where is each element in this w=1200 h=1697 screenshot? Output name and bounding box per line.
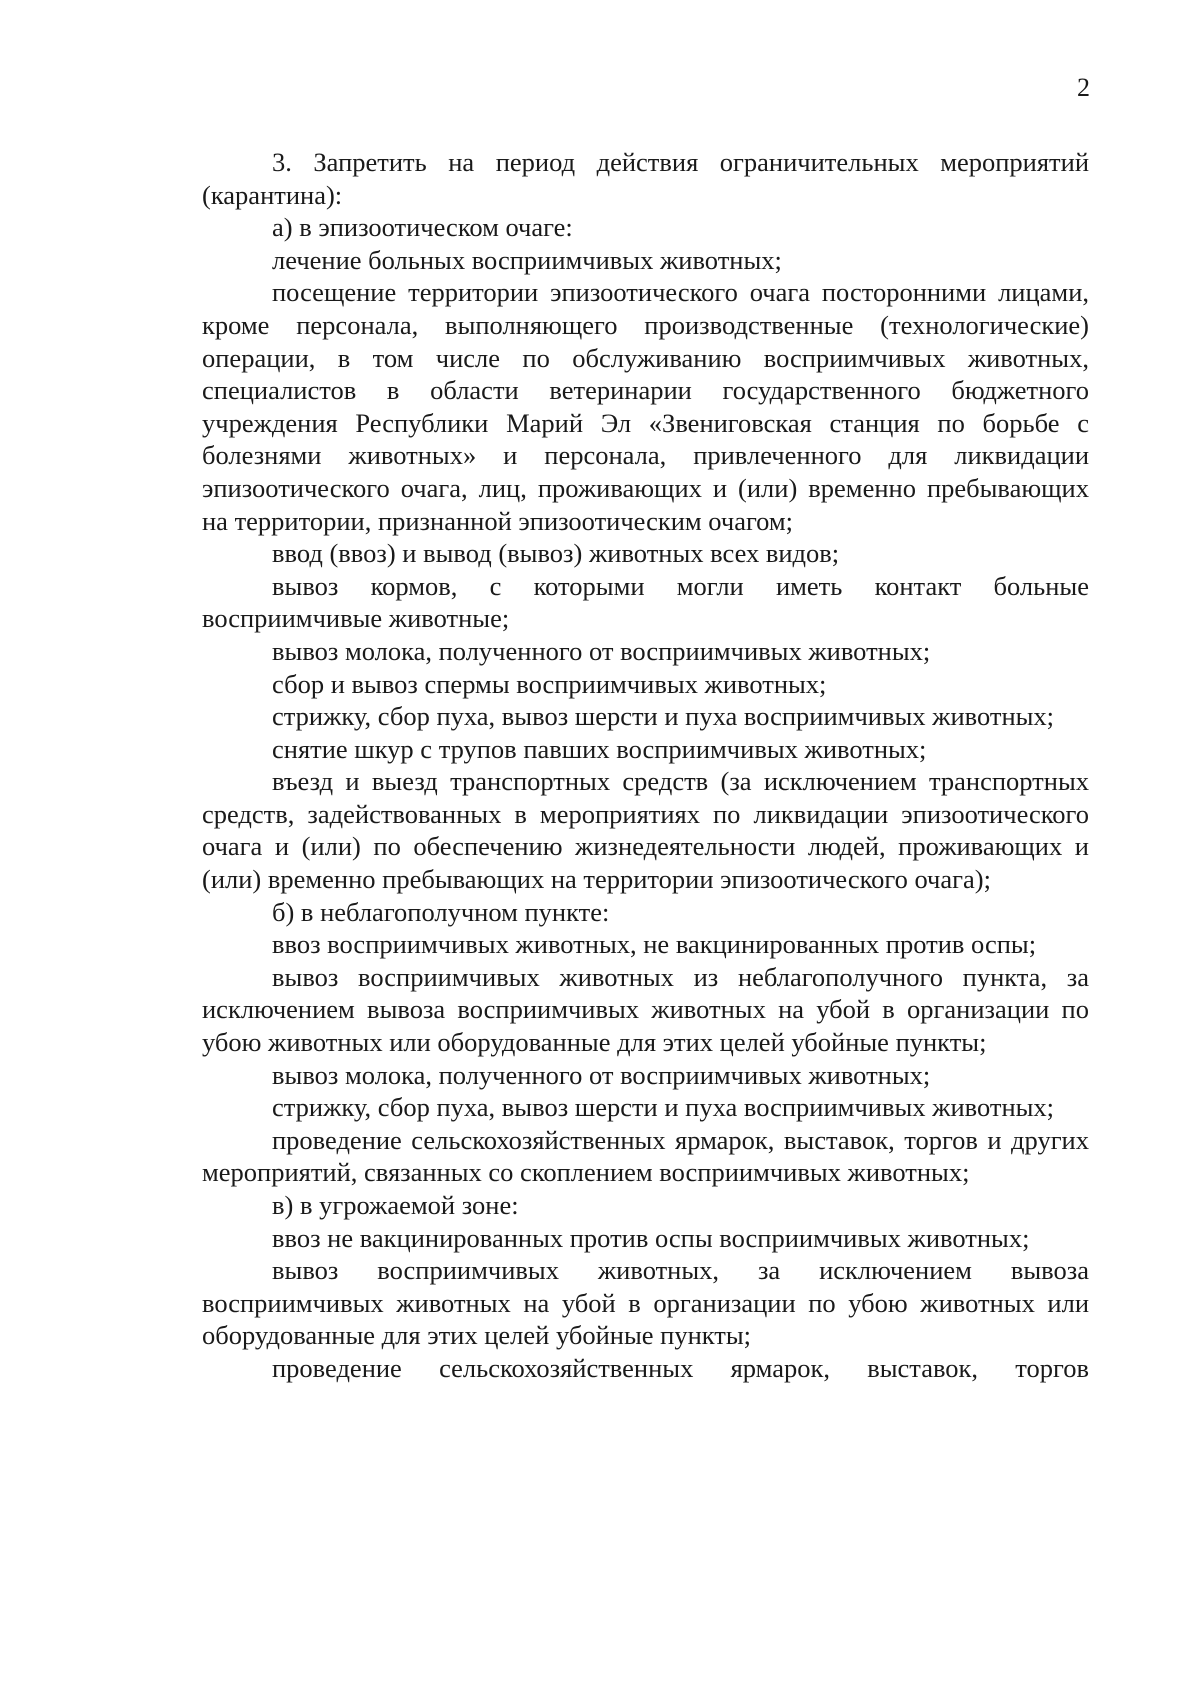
paragraph-sperm: сбор и вывоз спермы восприимчивых животных; xyxy=(272,668,827,699)
paragraph-heading-unfavorable: б) в неблагополучном пункте: xyxy=(272,896,610,927)
paragraph-import-unvaccinated-2: ввоз не вакцинированных против оспы восприимчивых животных; xyxy=(272,1222,1030,1253)
paragraph-skins: снятие шкур с трупов павших восприимчивых животных; xyxy=(272,733,927,764)
paragraph-fairs-2: проведение сельскохозяйственных ярмарок, выставок, торгов xyxy=(272,1352,1089,1383)
paragraph-export-animals: вывоз восприимчивых животных из неблагополучного пункта, за исключением вывоза восприимчивых животных на убой в организации по убою животных или оборудованные для этих целей убойные пункты; xyxy=(202,961,1089,1058)
paragraph-import-unvaccinated: ввоз восприимчивых животных, не вакцинированных против оспы; xyxy=(272,929,1037,960)
paragraph-ban-intro: 3. Запретить на период действия ограничительных мероприятий (карантина): xyxy=(202,147,1089,210)
paragraph-treatment: лечение больных восприимчивых животных; xyxy=(272,244,782,275)
paragraph-shearing-2: стрижку, сбор пуха, вывоз шерсти и пуха восприимчивых животных; xyxy=(272,1092,1055,1123)
paragraph-export-animals-2: вывоз восприимчивых животных, за исключением вывоза восприимчивых животных на убой в организации по убою животных или оборудованные для этих целей убойные пункты; xyxy=(202,1255,1089,1351)
paragraph-heading-threatened: в) в угрожаемой зоне: xyxy=(272,1190,519,1220)
paragraph-vehicles: въезд и выезд транспортных средств (за исключением транспортных средств, задействованных в мероприятиях по ликвидации эпизоотического очага и (или) по обеспечению жизнедеятельности людей, проживающих и (или) временно пребывающих на территории эпизоотического очага); xyxy=(202,766,1089,895)
paragraph-fairs: проведение сельскохозяйственных ярмарок, выставок, торгов и других мероприятий, связанных со скоплением восприимчивых животных; xyxy=(202,1124,1089,1188)
paragraph-animal-transport: ввод (ввоз) и вывод (вывоз) животных всех видов; xyxy=(272,538,840,569)
page-number: 2 xyxy=(1077,73,1090,102)
paragraph-visiting: посещение территории эпизоотического очага посторонними лицами, кроме персонала, выполняющего производственные (технологические) операции, в том числе по обслуживанию восприимчивых животных, специалистов в области ветеринарии государственного бюджетного учреждения Республики Марий Эл «Звениговская станция по борьбе с болезнями животных» и персонала, привлеченного для ликвидации эпизоотического очага, лиц, проживающих и (или) временно пребывающих на территории, признанной эпизоотическим очагом; xyxy=(202,277,1089,536)
paragraph-milk-removal-2: вывоз молока, полученного от восприимчивых животных; xyxy=(272,1059,931,1090)
paragraph-feed-removal: вывоз кормов, с которыми могли иметь контакт больные восприимчивые животные; xyxy=(202,570,1089,634)
paragraph-shearing: стрижку, сбор пуха, вывоз шерсти и пуха восприимчивых животных; xyxy=(272,701,1055,732)
paragraph-heading-outbreak: а) в эпизоотическом очаге: xyxy=(272,212,573,243)
paragraph-milk-removal: вывоз молока, полученного от восприимчивых животных; xyxy=(272,635,931,666)
document-body xyxy=(202,146,1089,1385)
